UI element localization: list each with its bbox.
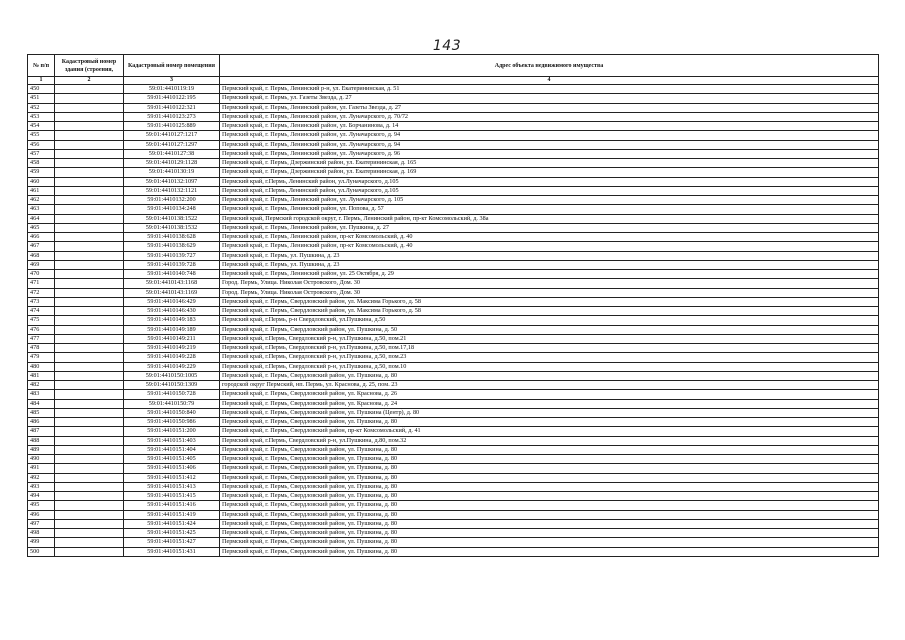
address-cell: Город. Пермь, Улица. Николая Островского, Дом. 30 xyxy=(220,288,879,297)
address-cell: Пермский край, г. Пермь, Ленинский район, ул. Луначарского, д. 94 xyxy=(220,131,879,140)
table-row xyxy=(28,242,879,251)
building-cadastral-cell xyxy=(55,297,124,306)
address-cell: Пермский край, г. Пермь, Ленинский район, ул. Луначарского, д. 70/72 xyxy=(220,112,879,121)
address-cell: Пермский край, г. Пермь, Свердловский район, ул. Пушкина, д. 80 xyxy=(220,371,879,380)
table-row xyxy=(28,297,879,306)
table-row xyxy=(28,464,879,473)
table-row xyxy=(28,473,879,482)
building-cadastral-cell xyxy=(55,408,124,417)
table-row xyxy=(28,270,879,279)
table-row xyxy=(28,353,879,362)
premises-cadastral-cell: 59:01:4410150:1309 xyxy=(124,381,220,390)
column-number-row xyxy=(28,77,879,85)
premises-cadastral-cell: 59:01:4410151:416 xyxy=(124,501,220,510)
table-row xyxy=(28,482,879,491)
premises-cadastral-cell: 59:01:4410119:19 xyxy=(124,85,220,94)
table-row xyxy=(28,436,879,445)
building-cadastral-cell xyxy=(55,260,124,269)
address-cell: Пермский край, г. Пермь, ул. Газеты Звезда, д. 27 xyxy=(220,94,879,103)
building-cadastral-cell xyxy=(55,482,124,491)
premises-cadastral-cell: 59:01:4410138:1522 xyxy=(124,214,220,223)
building-cadastral-cell xyxy=(55,353,124,362)
row-number-cell: 495 xyxy=(28,501,55,510)
header-address: Адрес объекта недвижимого имущества xyxy=(220,55,879,77)
row-number-cell: 466 xyxy=(28,233,55,242)
row-number-cell: 497 xyxy=(28,519,55,528)
address-cell: Пермский край, г. Пермь, Свердловский район, ул. Пушкина, д. 80 xyxy=(220,464,879,473)
table-row xyxy=(28,492,879,501)
address-cell: Пермский край, г.Пермь, Свердловский р-н, ул.Пушкина, д.50, пом.23 xyxy=(220,353,879,362)
address-cell: Пермский край, г. Пермь, Свердловский район, ул. Пушкина, д. 80 xyxy=(220,455,879,464)
table-row xyxy=(28,408,879,417)
address-cell: Пермский край, г. Пермь, Ленинский район, ул. Пушкина, д. 27 xyxy=(220,223,879,232)
address-cell: Пермский край, г. Пермь, Свердловский район, ул. Максима Горького, д. 58 xyxy=(220,297,879,306)
building-cadastral-cell xyxy=(55,371,124,380)
row-number-cell: 459 xyxy=(28,168,55,177)
building-cadastral-cell xyxy=(55,436,124,445)
building-cadastral-cell xyxy=(55,186,124,195)
page-number: 143 xyxy=(432,38,462,54)
address-cell: Пермский край, г. Пермь, Ленинский район, ул. 25 Октября, д. 29 xyxy=(220,270,879,279)
premises-cadastral-cell: 59:01:4410151:431 xyxy=(124,547,220,556)
premises-cadastral-cell: 59:01:4410122:195 xyxy=(124,94,220,103)
premises-cadastral-cell: 59:01:4410151:424 xyxy=(124,519,220,528)
column-number: 1 xyxy=(28,77,55,85)
premises-cadastral-cell: 59:01:4410134:248 xyxy=(124,205,220,214)
building-cadastral-cell xyxy=(55,307,124,316)
table-row xyxy=(28,168,879,177)
premises-cadastral-cell: 59:01:4410151:406 xyxy=(124,464,220,473)
premises-cadastral-cell: 59:01:4410151:427 xyxy=(124,538,220,547)
row-number-cell: 475 xyxy=(28,316,55,325)
row-number-cell: 461 xyxy=(28,186,55,195)
premises-cadastral-cell: 59:01:4410143:1169 xyxy=(124,288,220,297)
row-number-cell: 476 xyxy=(28,325,55,334)
premises-cadastral-cell: 59:01:4410123:273 xyxy=(124,112,220,121)
premises-cadastral-cell: 59:01:4410139:728 xyxy=(124,260,220,269)
building-cadastral-cell xyxy=(55,510,124,519)
table-row xyxy=(28,149,879,158)
address-cell: Пермский край, г. Пермь, Свердловский район, ул. Пушкина, д. 80 xyxy=(220,482,879,491)
address-cell: Пермский край, г. Пермь, Свердловский район, ул. Пушкина, д. 80 xyxy=(220,538,879,547)
table-row xyxy=(28,381,879,390)
row-number-cell: 492 xyxy=(28,473,55,482)
premises-cadastral-cell: 59:01:4410149:219 xyxy=(124,344,220,353)
row-number-cell: 488 xyxy=(28,436,55,445)
table-row xyxy=(28,122,879,131)
premises-cadastral-cell: 59:01:4410151:412 xyxy=(124,473,220,482)
address-cell: Пермский край, г. Пермь, Свердловский район, ул. Пушкина (Центр), д. 80 xyxy=(220,408,879,417)
row-number-cell: 460 xyxy=(28,177,55,186)
address-cell: Пермский край, г. Пермь, Ленинский р-н, ул. Екатерининская, д. 51 xyxy=(220,85,879,94)
premises-cadastral-cell: 59:01:4410127:1217 xyxy=(124,131,220,140)
address-cell: Пермский край, г. Пермь, Дзержинский район, ул. Екатерининская, д. 165 xyxy=(220,159,879,168)
premises-cadastral-cell: 59:01:4410138:628 xyxy=(124,233,220,242)
premises-cadastral-cell: 59:01:4410149:228 xyxy=(124,353,220,362)
building-cadastral-cell xyxy=(55,214,124,223)
address-cell: Пермский край, г. Пермь, Свердловский район, ул. Краснова, д. 24 xyxy=(220,399,879,408)
row-number-cell: 468 xyxy=(28,251,55,260)
building-cadastral-cell xyxy=(55,177,124,186)
table-row xyxy=(28,177,879,186)
building-cadastral-cell xyxy=(55,399,124,408)
row-number-cell: 473 xyxy=(28,297,55,306)
column-number: 3 xyxy=(124,77,220,85)
row-number-cell: 496 xyxy=(28,510,55,519)
row-number-cell: 470 xyxy=(28,270,55,279)
building-cadastral-cell xyxy=(55,85,124,94)
building-cadastral-cell xyxy=(55,205,124,214)
row-number-cell: 452 xyxy=(28,103,55,112)
table-body xyxy=(28,55,879,557)
address-cell: Пермский край, г. Пермь, Ленинский район, ул. Попова, д. 57 xyxy=(220,205,879,214)
table-row xyxy=(28,501,879,510)
building-cadastral-cell xyxy=(55,381,124,390)
building-cadastral-cell xyxy=(55,149,124,158)
premises-cadastral-cell: 59:01:4410151:419 xyxy=(124,510,220,519)
row-number-cell: 478 xyxy=(28,344,55,353)
row-number-cell: 498 xyxy=(28,529,55,538)
premises-cadastral-cell: 59:01:4410143:1168 xyxy=(124,279,220,288)
table-row xyxy=(28,279,879,288)
row-number-cell: 472 xyxy=(28,288,55,297)
building-cadastral-cell xyxy=(55,94,124,103)
header-row-number: № п/п xyxy=(28,55,55,77)
row-number-cell: 491 xyxy=(28,464,55,473)
building-cadastral-cell xyxy=(55,519,124,528)
building-cadastral-cell xyxy=(55,103,124,112)
building-cadastral-cell xyxy=(55,492,124,501)
building-cadastral-cell xyxy=(55,427,124,436)
table-row xyxy=(28,538,879,547)
building-cadastral-cell xyxy=(55,390,124,399)
table-row xyxy=(28,529,879,538)
building-cadastral-cell xyxy=(55,196,124,205)
table-row xyxy=(28,455,879,464)
building-cadastral-cell xyxy=(55,279,124,288)
row-number-cell: 479 xyxy=(28,353,55,362)
table-row xyxy=(28,519,879,528)
address-cell: Пермский край, г. Пермь, Ленинский район, ул. Борчанинова, д. 14 xyxy=(220,122,879,131)
row-number-cell: 451 xyxy=(28,94,55,103)
row-number-cell: 455 xyxy=(28,131,55,140)
premises-cadastral-cell: 59:01:4410122:321 xyxy=(124,103,220,112)
header-premises-cadastral: Кадастровый номер помещения xyxy=(124,55,220,77)
address-cell: Пермский край, г. Пермь, Свердловский район, ул. Пушкина, д. 80 xyxy=(220,547,879,556)
address-cell: Пермский край, г. Пермь, Свердловский район, ул. Пушкина, д. 80 xyxy=(220,445,879,454)
row-number-cell: 482 xyxy=(28,381,55,390)
address-cell: Город. Пермь, Улица. Николая Островского, Дом. 30 xyxy=(220,279,879,288)
row-number-cell: 458 xyxy=(28,159,55,168)
row-number-cell: 490 xyxy=(28,455,55,464)
row-number-cell: 471 xyxy=(28,279,55,288)
row-number-cell: 500 xyxy=(28,547,55,556)
address-cell: Пермский край, г. Пермь, Свердловский район, ул. Пушкина, д. 80 xyxy=(220,492,879,501)
table-row xyxy=(28,205,879,214)
row-number-cell: 499 xyxy=(28,538,55,547)
address-cell: Пермский край, г. Пермь, Свердловский район, ул. Пушкина, д. 80 xyxy=(220,473,879,482)
table-row xyxy=(28,131,879,140)
property-registry-table xyxy=(27,54,879,557)
table-row xyxy=(28,445,879,454)
premises-cadastral-cell: 59:01:4410130:19 xyxy=(124,168,220,177)
table-row xyxy=(28,196,879,205)
address-cell: Пермский край, г.Пермь, Свердловский р-н, ул.Пушкина, д.50, пом.17,18 xyxy=(220,344,879,353)
address-cell: городской округ Пермский, нп. Пермь, ул. Краснова, д. 25, пом. 23 xyxy=(220,381,879,390)
table-row xyxy=(28,159,879,168)
row-number-cell: 483 xyxy=(28,390,55,399)
table-row xyxy=(28,362,879,371)
building-cadastral-cell xyxy=(55,344,124,353)
table-header-row xyxy=(28,55,879,77)
row-number-cell: 493 xyxy=(28,482,55,491)
premises-cadastral-cell: 59:01:4410149:189 xyxy=(124,325,220,334)
row-number-cell: 450 xyxy=(28,85,55,94)
table-row xyxy=(28,371,879,380)
table-row xyxy=(28,233,879,242)
table-row xyxy=(28,316,879,325)
table-row xyxy=(28,94,879,103)
table-row xyxy=(28,251,879,260)
address-cell: Пермский край, г. Пермь, Ленинский район, ул. Луначарского, д. 96 xyxy=(220,149,879,158)
table-row xyxy=(28,547,879,556)
table-row xyxy=(28,103,879,112)
table-row xyxy=(28,288,879,297)
building-cadastral-cell xyxy=(55,455,124,464)
address-cell: Пермский край, г. Пермь, Свердловский район, пр-кт Комсомольский, д. 41 xyxy=(220,427,879,436)
table-row xyxy=(28,186,879,195)
building-cadastral-cell xyxy=(55,112,124,121)
building-cadastral-cell xyxy=(55,464,124,473)
row-number-cell: 474 xyxy=(28,307,55,316)
building-cadastral-cell xyxy=(55,233,124,242)
premises-cadastral-cell: 59:01:4410151:403 xyxy=(124,436,220,445)
address-cell: Пермский край, г. Пермь, ул. Пушкина, д. 23 xyxy=(220,260,879,269)
table-row xyxy=(28,334,879,343)
address-cell: Пермский край, г. Пермь, Ленинский район, ул. Луначарского, д. 105 xyxy=(220,196,879,205)
row-number-cell: 462 xyxy=(28,196,55,205)
premises-cadastral-cell: 59:01:4410125:889 xyxy=(124,122,220,131)
table-row xyxy=(28,260,879,269)
premises-cadastral-cell: 59:01:4410150:79 xyxy=(124,399,220,408)
building-cadastral-cell xyxy=(55,288,124,297)
row-number-cell: 487 xyxy=(28,427,55,436)
row-number-cell: 489 xyxy=(28,445,55,454)
building-cadastral-cell xyxy=(55,362,124,371)
address-cell: Пермский край, г.Пермь, р-н Свердловский, ул.Пушкина, д.50 xyxy=(220,316,879,325)
premises-cadastral-cell: 59:01:4410132:1121 xyxy=(124,186,220,195)
premises-cadastral-cell: 59:01:4410151:425 xyxy=(124,529,220,538)
address-cell: Пермский край, г. Пермь, Свердловский район, ул. Пушкина, д. 80 xyxy=(220,529,879,538)
address-cell: Пермский край, г.Пермь, Свердловский р-н, ул.Пушкина, д.50, пом.21 xyxy=(220,334,879,343)
address-cell: Пермский край, г.Пермь, Ленинский район, ул.Луначарского, д.105 xyxy=(220,186,879,195)
row-number-cell: 456 xyxy=(28,140,55,149)
address-cell: Пермский край, г. Пермь, Свердловский район, ул. Пушкина, д. 80 xyxy=(220,519,879,528)
table-row xyxy=(28,344,879,353)
building-cadastral-cell xyxy=(55,418,124,427)
premises-cadastral-cell: 59:01:4410149:229 xyxy=(124,362,220,371)
table-row xyxy=(28,399,879,408)
premises-cadastral-cell: 59:01:4410151:404 xyxy=(124,445,220,454)
table-row xyxy=(28,112,879,121)
row-number-cell: 485 xyxy=(28,408,55,417)
row-number-cell: 457 xyxy=(28,149,55,158)
table-row xyxy=(28,85,879,94)
building-cadastral-cell xyxy=(55,251,124,260)
table-row xyxy=(28,325,879,334)
building-cadastral-cell xyxy=(55,538,124,547)
address-cell: Пермский край, г. Пермь, Свердловский район, ул. Пушкина, д. 80 xyxy=(220,510,879,519)
row-number-cell: 469 xyxy=(28,260,55,269)
premises-cadastral-cell: 59:01:4410150:728 xyxy=(124,390,220,399)
premises-cadastral-cell: 59:01:4410149:183 xyxy=(124,316,220,325)
row-number-cell: 477 xyxy=(28,334,55,343)
building-cadastral-cell xyxy=(55,242,124,251)
building-cadastral-cell xyxy=(55,316,124,325)
header-building-cadastral: Кадастровый номер здания (строения, xyxy=(55,55,124,77)
address-cell: Пермский край, г. Пермь, Свердловский район, ул. Пушкина, д. 80 xyxy=(220,501,879,510)
row-number-cell: 480 xyxy=(28,362,55,371)
address-cell: Пермский край, г.Пермь, Ленинский район, ул.Луначарского, д.105 xyxy=(220,177,879,186)
table-row xyxy=(28,418,879,427)
address-cell: Пермский край, г. Пермь, Свердловский район, ул. Максима Горького, д. 58 xyxy=(220,307,879,316)
row-number-cell: 484 xyxy=(28,399,55,408)
row-number-cell: 486 xyxy=(28,418,55,427)
table-row xyxy=(28,510,879,519)
premises-cadastral-cell: 59:01:4410151:415 xyxy=(124,492,220,501)
premises-cadastral-cell: 59:01:4410127:1297 xyxy=(124,140,220,149)
column-number: 4 xyxy=(220,77,879,85)
address-cell: Пермский край, г. Пермь, Свердловский район, ул. Пушкина, д. 80 xyxy=(220,418,879,427)
premises-cadastral-cell: 59:01:4410146:430 xyxy=(124,307,220,316)
premises-cadastral-cell: 59:01:4410129:1128 xyxy=(124,159,220,168)
premises-cadastral-cell: 59:01:4410140:748 xyxy=(124,270,220,279)
building-cadastral-cell xyxy=(55,131,124,140)
premises-cadastral-cell: 59:01:4410151:413 xyxy=(124,482,220,491)
address-cell: Пермский край, г. Пермь, Свердловский район, ул. Пушкина, д. 50 xyxy=(220,325,879,334)
building-cadastral-cell xyxy=(55,547,124,556)
premises-cadastral-cell: 59:01:4410149:211 xyxy=(124,334,220,343)
premises-cadastral-cell: 59:01:4410146:429 xyxy=(124,297,220,306)
address-cell: Пермский край, г. Пермь, Свердловский район, ул. Краснова, д. 26 xyxy=(220,390,879,399)
address-cell: Пермский край, г. Пермь, Ленинский район, пр-кт Комсомольский, д. 40 xyxy=(220,233,879,242)
table-row xyxy=(28,223,879,232)
building-cadastral-cell xyxy=(55,140,124,149)
address-cell: Пермский край, г. Пермь, Ленинский район, ул. Луначарского, д. 94 xyxy=(220,140,879,149)
address-cell: Пермский край, г. Пермь, Ленинский район, ул. Газеты Звезда, д. 27 xyxy=(220,103,879,112)
building-cadastral-cell xyxy=(55,473,124,482)
premises-cadastral-cell: 59:01:4410127:38 xyxy=(124,149,220,158)
row-number-cell: 467 xyxy=(28,242,55,251)
building-cadastral-cell xyxy=(55,501,124,510)
table-row xyxy=(28,390,879,399)
address-cell: Пермский край, г. Пермь, ул. Пушкина, д. 23 xyxy=(220,251,879,260)
premises-cadastral-cell: 59:01:4410138:629 xyxy=(124,242,220,251)
row-number-cell: 481 xyxy=(28,371,55,380)
premises-cadastral-cell: 59:01:4410151:200 xyxy=(124,427,220,436)
premises-cadastral-cell: 59:01:4410151:405 xyxy=(124,455,220,464)
row-number-cell: 463 xyxy=(28,205,55,214)
address-cell: Пермский край, г. Пермь, Ленинский район, пр-кт Комсомольский, д. 40 xyxy=(220,242,879,251)
building-cadastral-cell xyxy=(55,334,124,343)
premises-cadastral-cell: 59:01:4410132:200 xyxy=(124,196,220,205)
table-row xyxy=(28,214,879,223)
premises-cadastral-cell: 59:01:4410138:1532 xyxy=(124,223,220,232)
address-cell: Пермский край, г. Пермь, Дзержинский район, ул. Екатерининская, д. 169 xyxy=(220,168,879,177)
table-row xyxy=(28,307,879,316)
row-number-cell: 465 xyxy=(28,223,55,232)
premises-cadastral-cell: 59:01:4410132:1097 xyxy=(124,177,220,186)
building-cadastral-cell xyxy=(55,325,124,334)
table-row xyxy=(28,427,879,436)
building-cadastral-cell xyxy=(55,122,124,131)
premises-cadastral-cell: 59:01:4410150:986 xyxy=(124,418,220,427)
building-cadastral-cell xyxy=(55,168,124,177)
premises-cadastral-cell: 59:01:4410139:727 xyxy=(124,251,220,260)
premises-cadastral-cell: 59:01:4410150:840 xyxy=(124,408,220,417)
row-number-cell: 494 xyxy=(28,492,55,501)
column-number: 2 xyxy=(55,77,124,85)
building-cadastral-cell xyxy=(55,159,124,168)
address-cell: Пермский край, г.Пермь, Свердловский р-н, ул.Пушкина, д.50, пом.10 xyxy=(220,362,879,371)
table-row xyxy=(28,140,879,149)
building-cadastral-cell xyxy=(55,529,124,538)
row-number-cell: 464 xyxy=(28,214,55,223)
premises-cadastral-cell: 59:01:4410150:1005 xyxy=(124,371,220,380)
address-cell: Пермский край, г.Пермь, Свердловский р-н, ул.Пушкина, д.80, пом.32 xyxy=(220,436,879,445)
building-cadastral-cell xyxy=(55,270,124,279)
building-cadastral-cell xyxy=(55,445,124,454)
row-number-cell: 454 xyxy=(28,122,55,131)
building-cadastral-cell xyxy=(55,223,124,232)
row-number-cell: 453 xyxy=(28,112,55,121)
address-cell: Пермский край, Пермский городской округ, г. Пермь, Ленинский район, пр-кт Комсомольский, д. 38а xyxy=(220,214,879,223)
